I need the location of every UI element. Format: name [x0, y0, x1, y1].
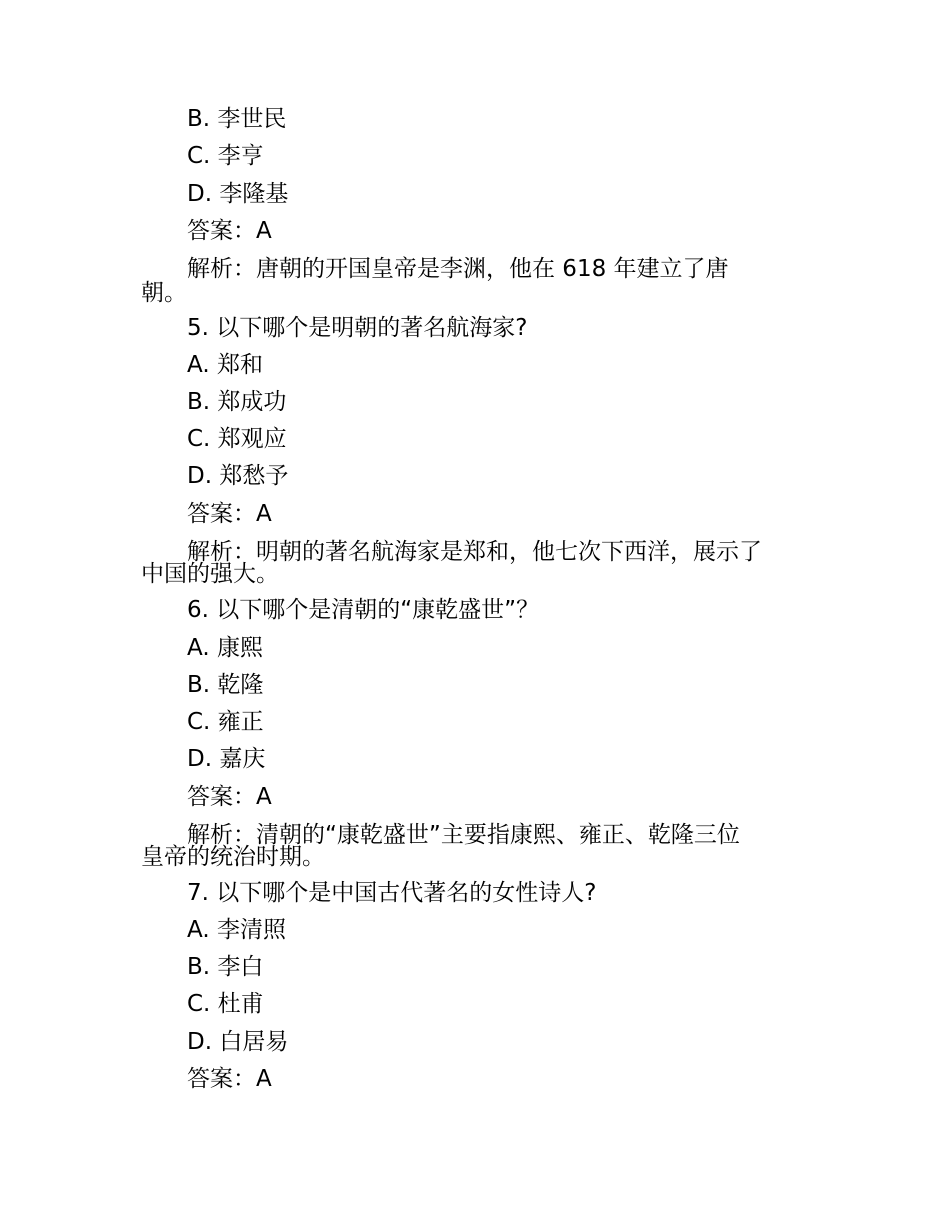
prev-option-d: D. 李隆基 [187, 181, 289, 207]
q6-answer: 答案：A [187, 784, 272, 810]
q7-option-a: A. 李清照 [187, 917, 286, 943]
prev-option-c: C. 李亨 [187, 143, 264, 169]
q5-analysis-continued: 中国的强大。 [141, 561, 279, 587]
q6-analysis: 解析：清朝的“康乾盛世”主要指康熙、雍正、乾隆三位 [187, 822, 740, 848]
q7-answer: 答案：A [187, 1066, 272, 1092]
q6-option-a: A. 康熙 [187, 635, 263, 661]
q5-answer: 答案：A [187, 501, 272, 527]
q7-option-d: D. 白居易 [187, 1029, 289, 1055]
prev-analysis-continued: 朝。 [141, 280, 187, 306]
q6-option-c: C. 雍正 [187, 709, 264, 735]
q5-option-c: C. 郑观应 [187, 426, 287, 452]
q6-option-b: B. 乾隆 [187, 672, 264, 698]
q6-analysis-continued: 皇帝的统治时期。 [141, 844, 325, 870]
q5-option-b: B. 郑成功 [187, 389, 287, 415]
q6-question: 6. 以下哪个是清朝的“康乾盛世”？ [187, 597, 540, 623]
prev-analysis: 解析：唐朝的开国皇帝是李渊，他在 618 年建立了唐 [187, 256, 729, 282]
prev-answer: 答案：A [187, 218, 272, 244]
q6-option-d: D. 嘉庆 [187, 746, 266, 772]
q5-analysis: 解析：明朝的著名航海家是郑和，他七次下西洋，展示了 [187, 539, 762, 565]
q7-option-b: B. 李白 [187, 954, 264, 980]
q5-option-d: D. 郑愁予 [187, 463, 289, 489]
q5-option-a: A. 郑和 [187, 352, 263, 378]
q7-question: 7. 以下哪个是中国古代著名的女性诗人? [187, 880, 597, 906]
q7-option-c: C. 杜甫 [187, 991, 264, 1017]
prev-option-b: B. 李世民 [187, 106, 287, 132]
q5-question: 5. 以下哪个是明朝的著名航海家? [187, 315, 528, 341]
